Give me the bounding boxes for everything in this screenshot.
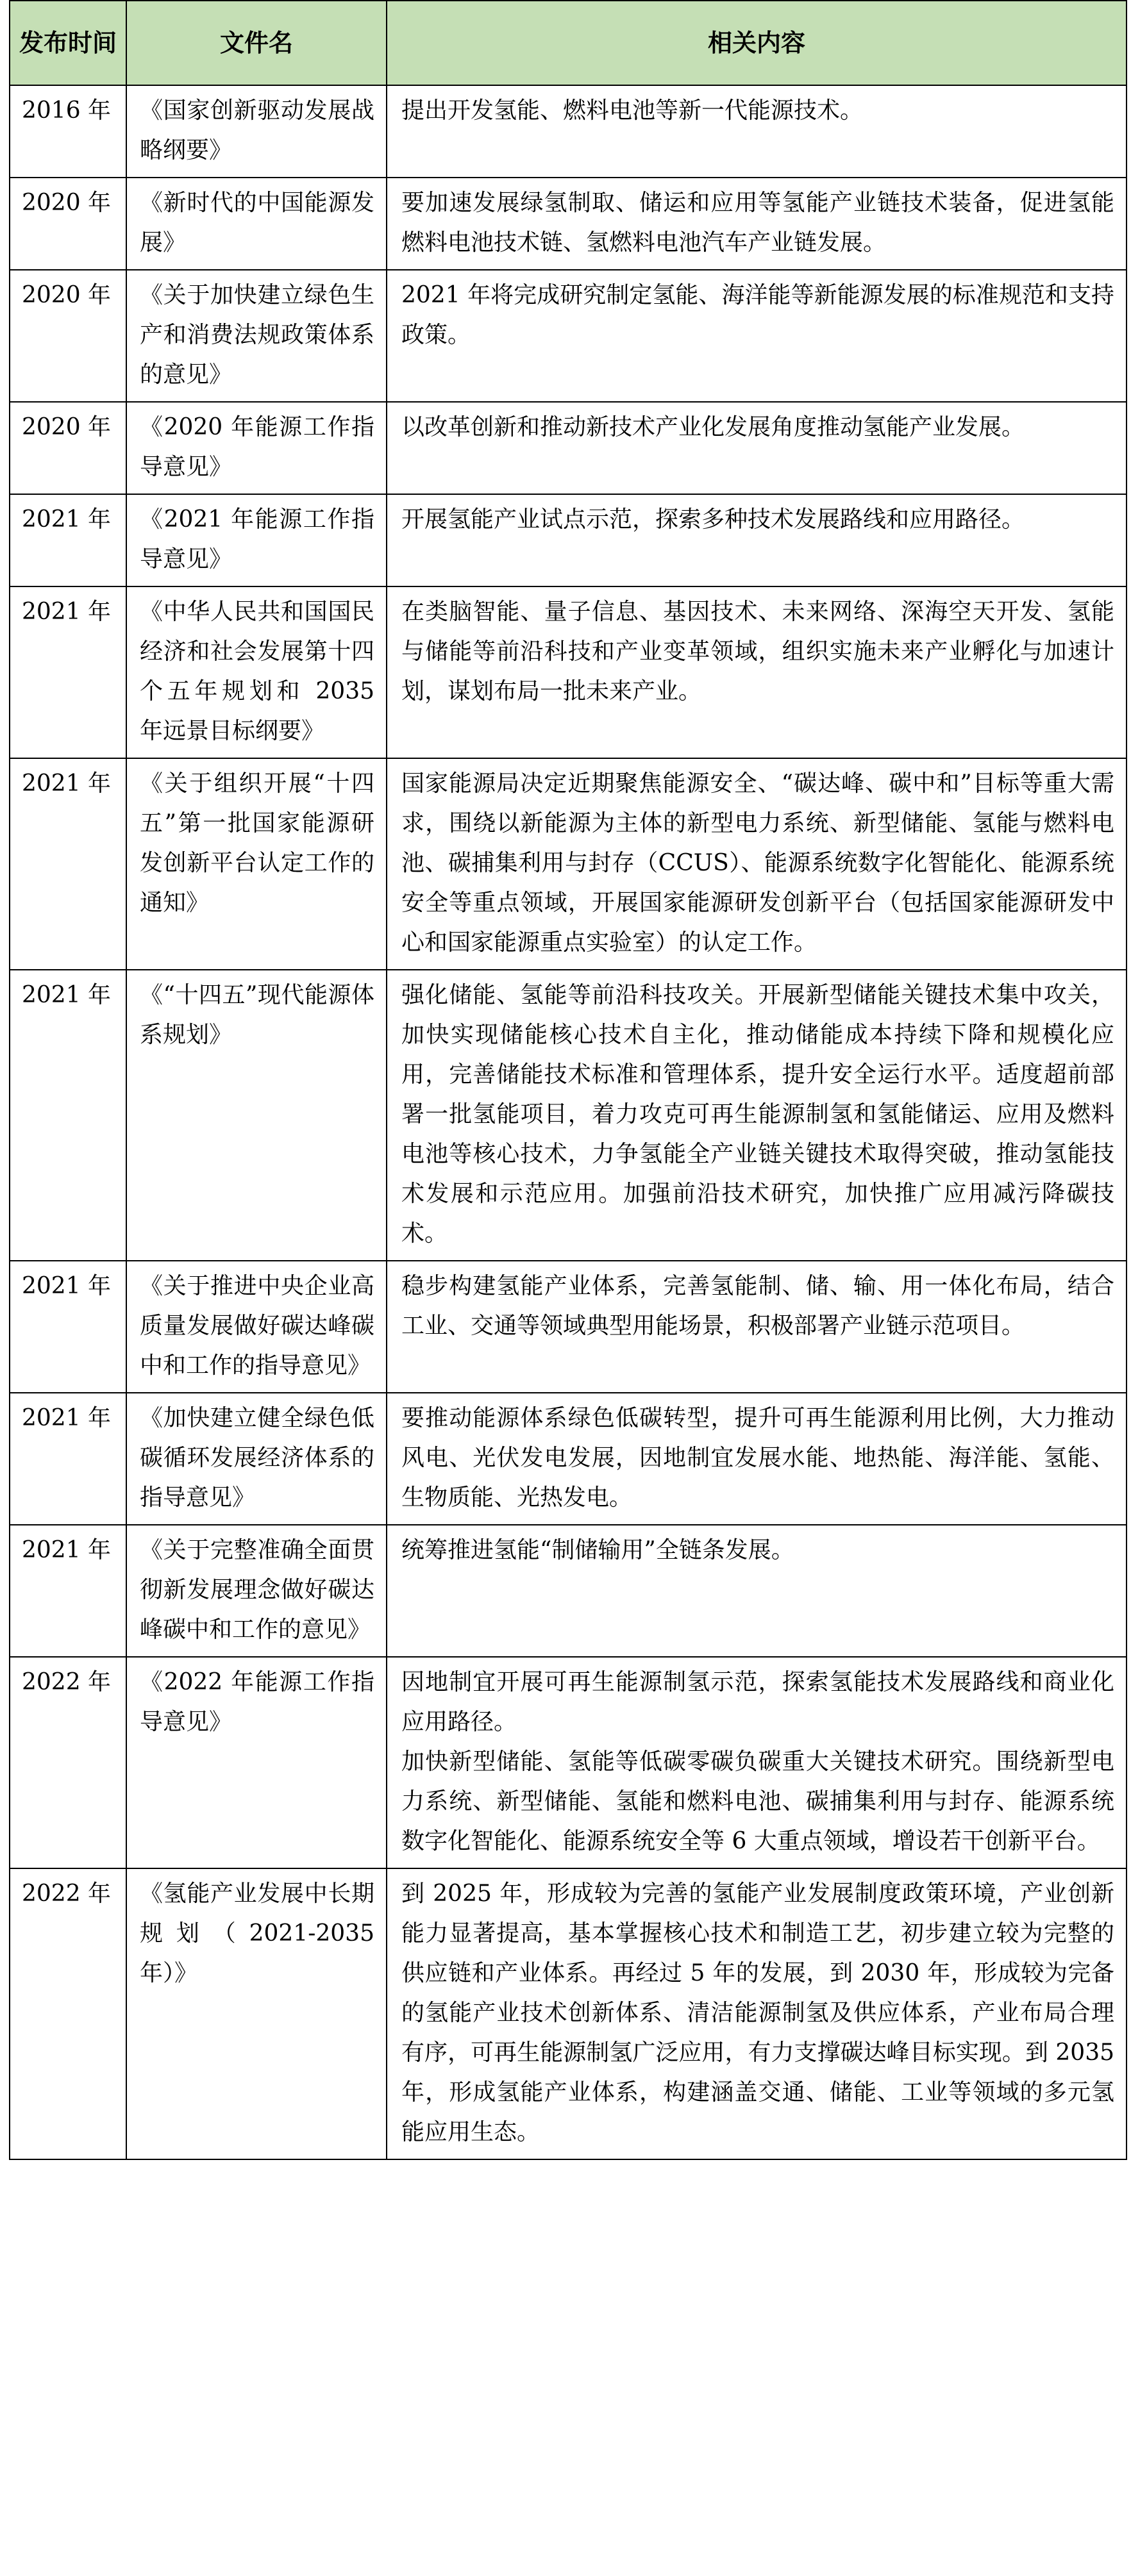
table-row [10, 1868, 1127, 2159]
cell-publish-time: 2020 年 [10, 178, 126, 270]
table-row [10, 270, 1127, 402]
cell-document-name: 《“十四五”现代能源体系规划》 [126, 970, 387, 1261]
table-row [10, 1393, 1127, 1525]
cell-document-name: 《2021 年能源工作指导意见》 [126, 494, 387, 586]
content-paragraph: 到 2025 年，形成较为完善的氢能产业发展制度政策环境，产业创新能力显著提高，基本掌握核心技术和制造工艺，初步建立较为完整的供应链和产业体系。再经过 5 年的发展，到 2030 年，形成较为完备的氢能产业技术创新体系、清洁能源制氢及供应体系，产业布局合理有序，可再生能源制氢广泛应用，有力支撑碳达峰目标实现。到 2035 年，形成氢能产业体系，构建涵盖交通、储能、工业等领域的多元氢能应用生态。 [401, 1881, 1114, 2145]
cell-document-name: 《关于加快建立绿色生产和消费法规政策体系的意见》 [126, 270, 387, 402]
content-paragraph: 要加速发展绿氢制取、储运和应用等氢能产业链技术装备，促进氢能燃料电池技术链、氢燃料电池汽车产业链发展。 [401, 190, 1114, 256]
cell-document-name: 《2020 年能源工作指导意见》 [126, 402, 387, 494]
table-header [10, 1, 1127, 85]
content-paragraph: 开展氢能产业试点示范，探索多种技术发展路线和应用路径。 [401, 506, 1025, 533]
cell-publish-time: 2021 年 [10, 494, 126, 586]
cell-related-content [387, 1525, 1127, 1657]
cell-related-content [387, 970, 1127, 1261]
cell-related-content [387, 586, 1127, 758]
policy-table [9, 0, 1127, 2160]
content-paragraph: 提出开发氢能、燃料电池等新一代能源技术。 [401, 97, 864, 124]
content-paragraph: 强化储能、氢能等前沿科技攻关。开展新型储能关键技术集中攻关，加快实现储能核心技术自主化，推动储能成本持续下降和规模化应用，完善储能技术标准和管理体系，提升安全运行水平。适度超前部署一批氢能项目，着力攻克可再生能源制氢和氢能储运、应用及燃料电池等核心技术，力争氢能全产业链关键技术取得突破，推动氢能技术发展和示范应用。加强前沿技术研究，加快推广应用减污降碳技术。 [401, 982, 1114, 1247]
table-row [10, 178, 1127, 270]
cell-document-name: 《关于组织开展“十四五”第一批国家能源研发创新平台认定工作的通知》 [126, 758, 387, 970]
table-body [10, 85, 1127, 2159]
cell-publish-time: 2020 年 [10, 270, 126, 402]
cell-publish-time: 2020 年 [10, 402, 126, 494]
header-name: 文件名 [126, 1, 387, 85]
cell-related-content [387, 494, 1127, 586]
cell-related-content [387, 402, 1127, 494]
cell-related-content [387, 1393, 1127, 1525]
cell-document-name: 《关于推进中央企业高质量发展做好碳达峰碳中和工作的指导意见》 [126, 1261, 387, 1393]
content-paragraph: 国家能源局决定近期聚焦能源安全、“碳达峰、碳中和”目标等重大需求，围绕以新能源为主体的新型电力系统、新型储能、氢能与燃料电池、碳捕集利用与封存（CCUS）、能源系统数字化智能化、能源系统安全等重点领域，开展国家能源研发创新平台（包括国家能源研发中心和国家能源重点实验室）的认定工作。 [401, 770, 1114, 956]
content-paragraph: 统筹推进氢能“制储输用”全链条发展。 [401, 1537, 794, 1563]
cell-related-content [387, 270, 1127, 402]
table-row [10, 402, 1127, 494]
table-row [10, 1525, 1127, 1657]
content-paragraph: 因地制宜开展可再生能源制氢示范，探索氢能技术发展路线和商业化应用路径。 [401, 1669, 1114, 1735]
table-row [10, 970, 1127, 1261]
cell-publish-time: 2021 年 [10, 1261, 126, 1393]
cell-document-name: 《氢能产业发展中长期规划（2021-2035 年）》 [126, 1868, 387, 2159]
cell-publish-time: 2021 年 [10, 1393, 126, 1525]
cell-related-content [387, 178, 1127, 270]
cell-related-content [387, 1261, 1127, 1393]
cell-document-name: 《中华人民共和国国民经济和社会发展第十四个五年规划和 2035 年远景目标纲要》 [126, 586, 387, 758]
table-row [10, 758, 1127, 970]
header-content: 相关内容 [387, 1, 1127, 85]
cell-document-name: 《新时代的中国能源发展》 [126, 178, 387, 270]
content-paragraph: 2021 年将完成研究制定氢能、海洋能等新能源发展的标准规范和支持政策。 [401, 282, 1114, 348]
content-paragraph: 稳步构建氢能产业体系，完善氢能制、储、输、用一体化布局，结合工业、交通等领域典型用能场景，积极部署产业链示范项目。 [401, 1273, 1114, 1339]
content-paragraph: 以改革创新和推动新技术产业化发展角度推动氢能产业发展。 [401, 414, 1025, 440]
cell-document-name: 《关于完整准确全面贯彻新发展理念做好碳达峰碳中和工作的意见》 [126, 1525, 387, 1657]
cell-document-name: 《加快建立健全绿色低碳循环发展经济体系的指导意见》 [126, 1393, 387, 1525]
table-row [10, 1261, 1127, 1393]
cell-publish-time: 2021 年 [10, 758, 126, 970]
cell-publish-time: 2021 年 [10, 1525, 126, 1657]
cell-related-content [387, 758, 1127, 970]
cell-publish-time: 2022 年 [10, 1657, 126, 1868]
header-row [10, 1, 1127, 85]
content-paragraph: 加快新型储能、氢能等低碳零碳负碳重大关键技术研究。围绕新型电力系统、新型储能、氢能和燃料电池、碳捕集利用与封存、能源系统数字化智能化、能源系统安全等 6 大重点领域，增设若干创新平台。 [401, 1749, 1114, 1854]
cell-publish-time: 2021 年 [10, 970, 126, 1261]
table-row [10, 85, 1127, 178]
cell-related-content [387, 1657, 1127, 1868]
cell-related-content [387, 85, 1127, 178]
cell-related-content [387, 1868, 1127, 2159]
table-row [10, 586, 1127, 758]
content-paragraph: 要推动能源体系绿色低碳转型，提升可再生能源利用比例，大力推动风电、光伏发电发展，因地制宜发展水能、地热能、海洋能、氢能、生物质能、光热发电。 [401, 1405, 1114, 1511]
cell-publish-time: 2016 年 [10, 85, 126, 178]
cell-document-name: 《2022 年能源工作指导意见》 [126, 1657, 387, 1868]
cell-document-name: 《国家创新驱动发展战略纲要》 [126, 85, 387, 178]
table-row [10, 1657, 1127, 1868]
cell-publish-time: 2021 年 [10, 586, 126, 758]
header-time: 发布时间 [10, 1, 126, 85]
cell-publish-time: 2022 年 [10, 1868, 126, 2159]
table-row [10, 494, 1127, 586]
content-paragraph: 在类脑智能、量子信息、基因技术、未来网络、深海空天开发、氢能与储能等前沿科技和产业变革领域，组织实施未来产业孵化与加速计划，谋划布局一批未来产业。 [401, 599, 1114, 704]
